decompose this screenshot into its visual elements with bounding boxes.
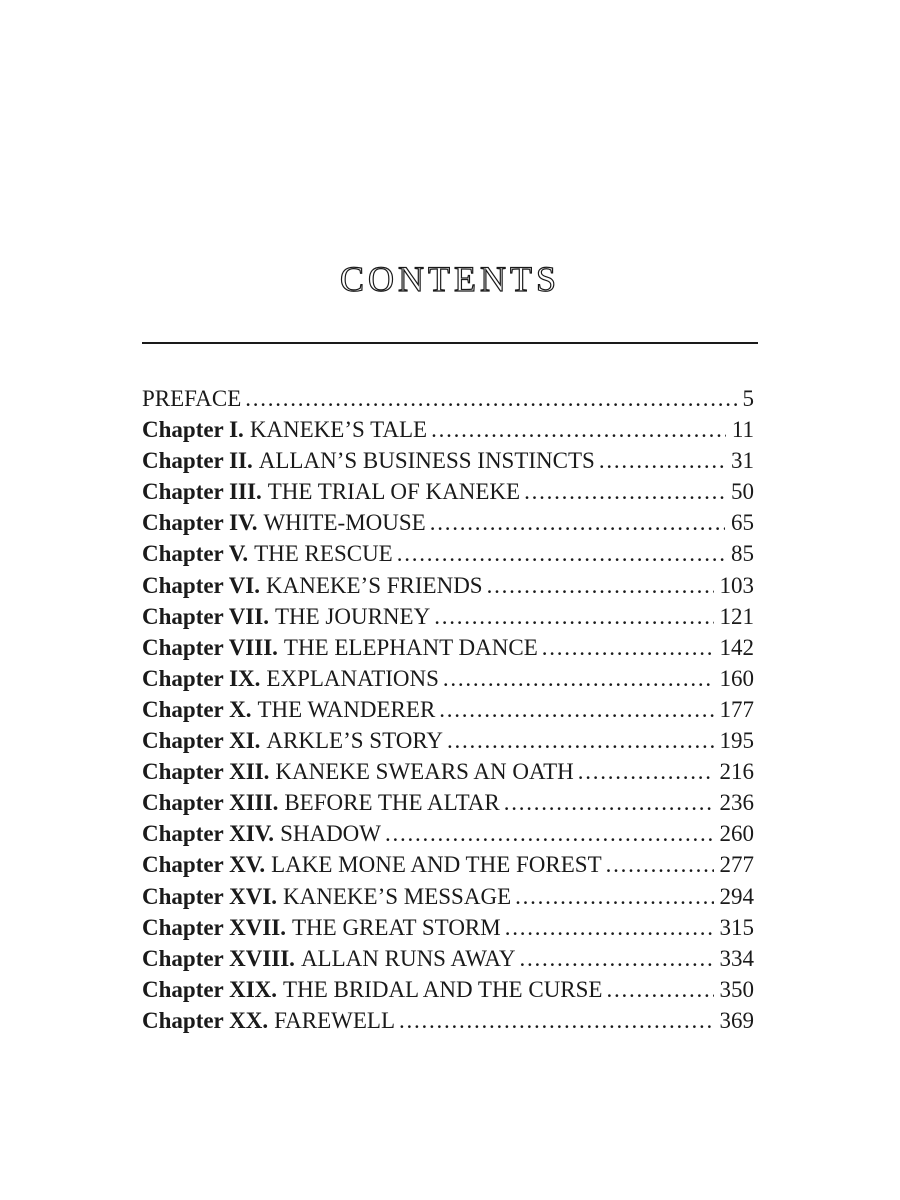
- page-number: 294: [719, 883, 754, 909]
- dot-leader: [430, 507, 725, 538]
- dot-leader: [385, 818, 713, 849]
- page-number: 195: [719, 728, 754, 754]
- page-number: 11: [731, 417, 754, 443]
- table-of-contents: [142, 383, 754, 1036]
- page-number: 103: [719, 572, 754, 598]
- chapter-number: Chapter XI.: [142, 728, 261, 754]
- chapter-title: KANEKE’S MESSAGE: [283, 883, 512, 909]
- chapter-title: THE RESCUE: [254, 541, 393, 567]
- dot-leader: [578, 756, 714, 787]
- chapter-number: Chapter VI.: [142, 572, 260, 598]
- toc-entry: [142, 570, 754, 601]
- toc-entry: [142, 787, 754, 818]
- dot-leader: [606, 974, 713, 1005]
- chapter-number: Chapter XV.: [142, 852, 266, 878]
- toc-entry: [142, 818, 754, 849]
- dot-leader: [487, 570, 714, 601]
- toc-entry: [142, 881, 754, 912]
- page-number: 160: [719, 665, 754, 691]
- toc-entry: [142, 849, 754, 880]
- toc-entry: [142, 507, 754, 538]
- contents-heading: CONTENTS: [340, 259, 560, 299]
- page-number: 216: [719, 759, 754, 785]
- dot-leader: [431, 414, 726, 445]
- chapter-title: WHITE-MOUSE: [263, 510, 426, 536]
- page-number: 369: [719, 1007, 754, 1033]
- dot-leader: [439, 694, 713, 725]
- toc-entry: [142, 383, 754, 414]
- chapter-title: ALLAN RUNS AWAY: [300, 945, 516, 971]
- page-number: 5: [742, 386, 754, 411]
- page-number: 121: [719, 603, 754, 629]
- page-number: 142: [719, 634, 754, 660]
- toc-entry: [142, 414, 754, 445]
- page-number: 65: [731, 510, 754, 536]
- chapter-title: KANEKE SWEARS AN OATH: [275, 759, 574, 785]
- chapter-title: THE GREAT STORM: [291, 914, 501, 940]
- page-number: 277: [719, 852, 754, 878]
- chapter-number: Chapter XIII.: [142, 790, 279, 816]
- toc-entry: [142, 632, 754, 663]
- toc-entry: [142, 694, 754, 725]
- chapter-number: Chapter XVII.: [142, 914, 286, 940]
- toc-entry: [142, 756, 754, 787]
- dot-leader: [397, 538, 725, 569]
- toc-entry: [142, 912, 754, 943]
- chapter-number: Chapter IV.: [142, 510, 258, 536]
- dot-leader: [399, 1005, 713, 1036]
- toc-entry: [142, 538, 754, 569]
- dot-leader: [515, 881, 713, 912]
- toc-entry: [142, 663, 754, 694]
- chapter-title: THE TRIAL OF KANEKE: [267, 479, 521, 505]
- chapter-number: Chapter XX.: [142, 1007, 269, 1033]
- chapter-title: SHADOW: [280, 821, 382, 847]
- page-number: 260: [719, 821, 754, 847]
- dot-leader: [447, 725, 714, 756]
- page-number: 85: [731, 541, 754, 567]
- chapter-number: Chapter XIX.: [142, 976, 278, 1002]
- page-number: 177: [719, 696, 754, 722]
- chapter-title: ALLAN’S BUSINESS INSTINCTS: [258, 448, 595, 474]
- chapter-number: Chapter V.: [142, 541, 249, 567]
- chapter-title: LAKE MONE AND THE FOREST: [271, 852, 602, 878]
- chapter-number: Chapter II.: [142, 448, 253, 474]
- dot-leader: [245, 383, 736, 414]
- chapter-title: THE JOURNEY: [274, 603, 431, 629]
- page-number: 50: [731, 479, 754, 505]
- chapter-title: KANEKE’S FRIENDS: [266, 572, 483, 598]
- chapter-number: Chapter XIV.: [142, 821, 275, 847]
- page-number: 236: [719, 790, 754, 816]
- dot-leader: [434, 601, 713, 632]
- page-number: 350: [719, 976, 754, 1002]
- chapter-title: BEFORE THE ALTAR: [284, 790, 500, 816]
- toc-entry: [142, 476, 754, 507]
- chapter-title: KANEKE’S TALE: [249, 417, 428, 443]
- chapter-title: ARKLE’S STORY: [266, 728, 443, 754]
- dot-leader: [599, 445, 725, 476]
- chapter-title: PREFACE: [142, 386, 242, 411]
- chapter-title: EXPLANATIONS: [266, 665, 439, 691]
- chapter-number: Chapter III.: [142, 479, 262, 505]
- chapter-number: Chapter XVI.: [142, 883, 278, 909]
- toc-entry: [142, 445, 754, 476]
- toc-entry: [142, 974, 754, 1005]
- dot-leader: [519, 943, 713, 974]
- dot-leader: [504, 787, 714, 818]
- dot-leader: [505, 912, 714, 943]
- chapter-number: Chapter X.: [142, 696, 252, 722]
- page-number: 334: [719, 945, 754, 971]
- page-number: 31: [731, 448, 754, 474]
- chapter-title: THE WANDERER: [257, 696, 436, 722]
- toc-entry: [142, 725, 754, 756]
- heading-rule: [142, 342, 758, 344]
- chapter-title: THE BRIDAL AND THE CURSE: [283, 976, 603, 1002]
- chapter-title: THE ELEPHANT DANCE: [283, 634, 538, 660]
- dot-leader: [606, 849, 714, 880]
- dot-leader: [542, 632, 714, 663]
- toc-entry: [142, 601, 754, 632]
- chapter-number: Chapter I.: [142, 417, 244, 443]
- chapter-number: Chapter XVIII.: [142, 945, 295, 971]
- chapter-title: FAREWELL: [274, 1007, 396, 1033]
- dot-leader: [443, 663, 714, 694]
- page-number: 315: [719, 914, 754, 940]
- chapter-number: Chapter XII.: [142, 759, 270, 785]
- chapter-number: Chapter VIII.: [142, 634, 278, 660]
- chapter-number: Chapter VII.: [142, 603, 269, 629]
- toc-entry: [142, 943, 754, 974]
- chapter-number: Chapter IX.: [142, 665, 261, 691]
- dot-leader: [524, 476, 725, 507]
- toc-entry: [142, 1005, 754, 1036]
